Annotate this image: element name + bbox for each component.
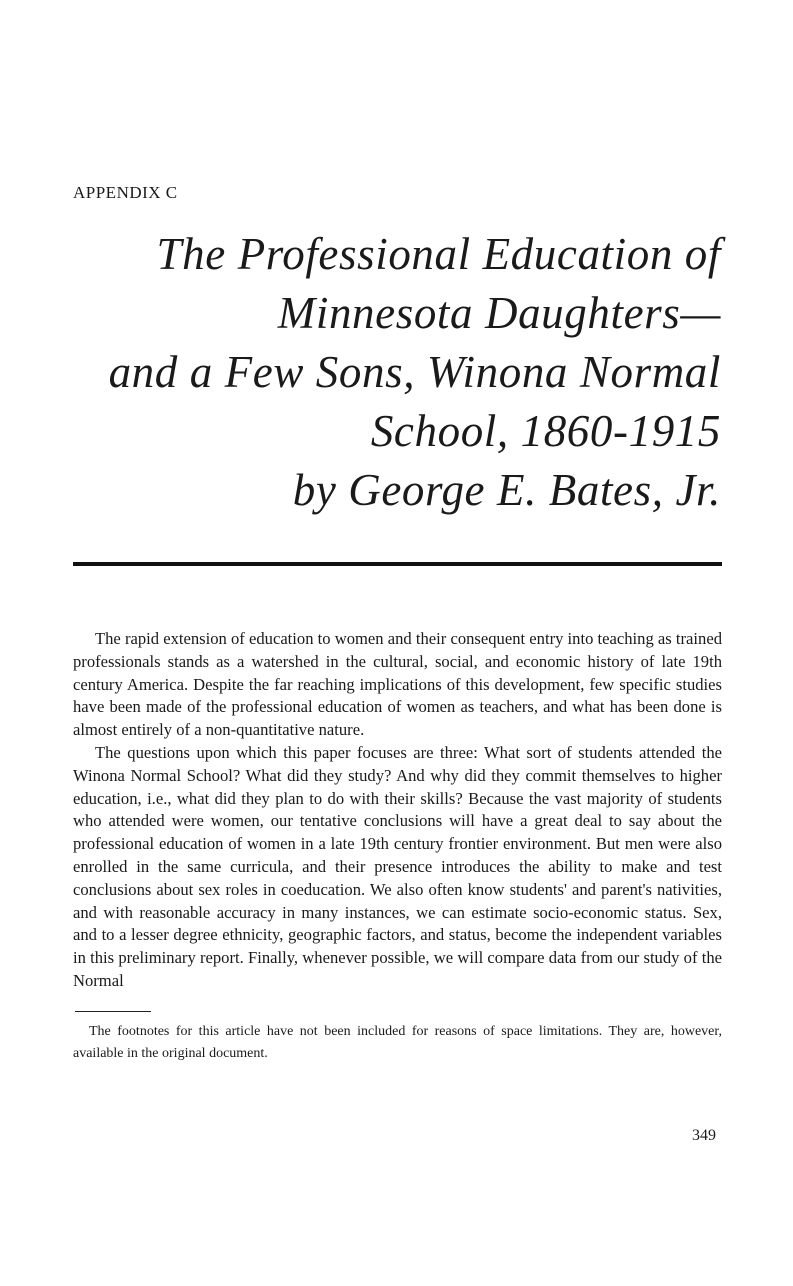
- footnote-divider: [75, 1011, 151, 1012]
- title-divider: [73, 562, 722, 566]
- body-paragraph-2: The questions upon which this paper focuses are three: What sort of students attended the Winona Normal School? What did they study? And why did they commit themselves to higher education, i.e., what did they plan to do with their skills? Because the vast majority of students who attended were women, our tentative conclusions will have a great deal to say about the professional education of women in a late 19th century frontier environment. But men were also enrolled in the same curricula, and their presence introduces the ability to make and test conclusions about sex roles in coeducation. We also often know students' and parent's nativities, and with reasonable accuracy in many instances, we can estimate socio-economic status. Sex, and to a lesser degree ethnicity, geographic factors, and status, become the independent variables in this preliminary report. Finally, whenever possible, we will compare data from our study of the Normal: [73, 743, 722, 990]
- article-title: [60, 225, 721, 520]
- title-line-4: School, 1860-1915: [370, 406, 721, 456]
- title-line-2: Minnesota Daughters—: [277, 288, 721, 338]
- appendix-label: APPENDIX C: [73, 183, 178, 202]
- title-line-1: The Professional Education of: [156, 229, 721, 279]
- author-byline: by George E. Bates, Jr.: [292, 465, 721, 515]
- body-paragraph-1: The rapid extension of education to women and their consequent entry into teaching as trained professionals stands as a watershed in the cultural, social, and economic history of late 19th century America. Despite the far reaching implications of this development, few specific studies have been made of the professional education of women as teachers, and what has been done is almost entirely of a non-quantitative nature.: [73, 629, 722, 740]
- page-number: 349: [692, 1127, 716, 1144]
- title-line-3: and a Few Sons, Winona Normal: [108, 347, 721, 397]
- footnote-text: The footnotes for this article have not been included for reasons of space limitations. They are, however, available in the original document.: [73, 1024, 722, 1061]
